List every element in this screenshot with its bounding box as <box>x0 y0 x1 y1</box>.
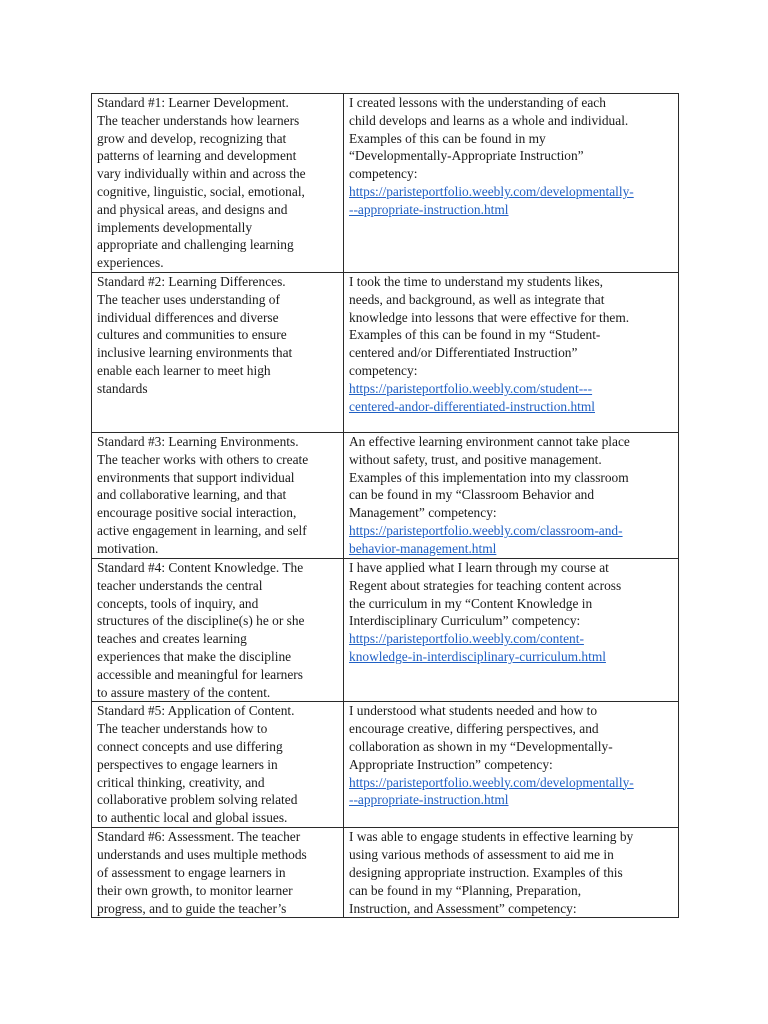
standard-text-line: The teacher understands how learners <box>97 112 300 128</box>
standard-cell <box>92 702 344 828</box>
reflection-cell <box>344 272 679 432</box>
standards-table <box>91 93 679 918</box>
standard-text-line: The teacher uses understanding of <box>97 291 280 307</box>
reflection-text-line: I created lessons with the understanding of each <box>349 95 606 110</box>
reflection-text-line: designing appropriate instruction. Examples of this <box>349 864 623 880</box>
standard-text-line: Standard #4: Content Knowledge. The <box>97 559 304 575</box>
standard-text-line: Standard #5: Application of Content. <box>97 703 295 719</box>
standard-text-line: critical thinking, creativity, and <box>97 774 265 790</box>
standard-text-line: active engagement in learning, and self <box>97 522 307 538</box>
reflection-text-line: “Developmentally-Appropriate Instruction” <box>349 148 584 164</box>
table-row <box>92 272 679 432</box>
portfolio-link[interactable]: centered-andor-differentiated-instruction.html <box>349 398 595 414</box>
standard-text-line: The teacher works with others to create <box>97 451 309 467</box>
standard-text-line: vary individually within and across the <box>97 166 306 182</box>
standard-text-line: connect concepts and use differing <box>97 738 283 754</box>
reflection-text-line: Examples of this implementation into my classroom <box>349 469 629 485</box>
standard-text-line: cognitive, linguistic, social, emotional, <box>97 183 305 199</box>
reflection-text-line: An effective learning environment cannot take place <box>349 433 630 449</box>
reflection-text-line: Instruction, and Assessment” competency: <box>349 900 577 916</box>
standard-text-line: concepts, tools of inquiry, and <box>97 595 259 611</box>
reflection-text-line: Examples of this can be found in my <box>349 130 546 146</box>
reflection-text-line: I was able to engage students in effective learning by <box>349 829 634 845</box>
table-row <box>92 558 679 701</box>
standard-cell <box>92 828 344 918</box>
standard-text-line: their own growth, to monitor learner <box>97 882 293 898</box>
table-row <box>92 432 679 558</box>
standard-text-line: enable each learner to meet high <box>97 362 271 378</box>
standard-text-line: The teacher understands how to <box>97 721 268 737</box>
standard-text-line: Standard #6: Assessment. The teacher <box>97 829 301 845</box>
standard-text-line: understands and uses multiple methods <box>97 847 307 863</box>
reflection-text-line: using various methods of assessment to aid me in <box>349 847 614 863</box>
reflection-cell <box>344 94 679 273</box>
reflection-text-line: I have applied what I learn through my course at <box>349 559 609 575</box>
standard-text-line: cultures and communities to ensure <box>97 327 287 343</box>
reflection-cell <box>344 828 679 918</box>
standard-text-line: motivation. <box>97 540 159 556</box>
reflection-text-line: I understood what students needed and how to <box>349 703 598 719</box>
portfolio-link[interactable]: --appropriate-instruction.html <box>349 792 509 808</box>
standard-text-line: accessible and meaningful for learners <box>97 666 303 682</box>
standard-cell <box>92 558 344 701</box>
reflection-text-line: Management” competency: <box>349 505 497 521</box>
reflection-text-line: Regent about strategies for teaching content across <box>349 577 622 593</box>
portfolio-link[interactable]: knowledge-in-interdisciplinary-curriculum.html <box>349 648 606 664</box>
standard-text-line: structures of the discipline(s) he or she <box>97 613 305 629</box>
reflection-text-line: needs, and background, as well as integrate that <box>349 291 605 307</box>
portfolio-link[interactable]: https://paristeportfolio.weebly.com/developmentally- <box>349 183 634 199</box>
reflection-text-line: competency: <box>349 166 418 182</box>
standards-table-body <box>92 94 679 918</box>
standard-cell <box>92 272 344 432</box>
reflection-text-line: encourage creative, differing perspectives, and <box>349 721 599 737</box>
standard-text-line: experiences that make the discipline <box>97 648 292 664</box>
reflection-text-line: Examples of this can be found in my “Student- <box>349 327 601 343</box>
reflection-text-line: without safety, trust, and positive management. <box>349 451 602 467</box>
table-row <box>92 828 679 918</box>
reflection-text-line: competency: <box>349 362 418 378</box>
reflection-text-line: I took the time to understand my students likes, <box>349 273 604 289</box>
standard-text-line: Standard #2: Learning Differences. <box>97 273 286 289</box>
reflection-cell <box>344 558 679 701</box>
reflection-cell <box>344 702 679 828</box>
reflection-text-line: knowledge into lessons that were effective for them. <box>349 309 630 325</box>
standard-text-line: appropriate and challenging learning <box>97 237 294 253</box>
standard-text-line: teaches and creates learning <box>97 631 247 647</box>
standard-text-line: individual differences and diverse <box>97 309 279 325</box>
standard-cell <box>92 94 344 273</box>
standard-text-line: and collaborative learning, and that <box>97 487 287 503</box>
standard-text-line: inclusive learning environments that <box>97 345 293 361</box>
reflection-cell <box>344 432 679 558</box>
table-row <box>92 94 679 273</box>
portfolio-link[interactable]: https://paristeportfolio.weebly.com/developmentally- <box>349 774 634 790</box>
standard-text-line: experiences. <box>97 255 164 271</box>
standard-text-line: progress, and to guide the teacher’s <box>97 900 287 916</box>
reflection-text-line: child develops and learns as a whole and individual. <box>349 112 629 128</box>
standard-text-line: of assessment to engage learners in <box>97 864 286 880</box>
reflection-text-line: collaboration as shown in my “Developmentally- <box>349 738 613 754</box>
standard-text-line: patterns of learning and development <box>97 148 297 164</box>
standard-text-line: perspectives to engage learners in <box>97 756 278 772</box>
portfolio-link[interactable]: --appropriate-instruction.html <box>349 201 509 217</box>
portfolio-link[interactable]: https://paristeportfolio.weebly.com/content- <box>349 631 584 647</box>
standard-cell <box>92 432 344 558</box>
standard-text-line: teacher understands the central <box>97 577 263 593</box>
standard-text-line: environments that support individual <box>97 469 295 485</box>
portfolio-link[interactable]: https://paristeportfolio.weebly.com/student--- <box>349 380 593 396</box>
standard-text-line: implements developmentally <box>97 219 253 235</box>
standard-text-line: and physical areas, and designs and <box>97 201 288 217</box>
reflection-text-line: the curriculum in my “Content Knowledge in <box>349 595 593 611</box>
standard-text-line: to assure mastery of the content. <box>97 684 271 700</box>
table-row <box>92 702 679 828</box>
reflection-text-line: can be found in my “Planning, Preparation, <box>349 882 582 898</box>
standard-text-line: collaborative problem solving related <box>97 792 298 808</box>
standard-text-line: encourage positive social interaction, <box>97 505 297 521</box>
reflection-text-line: Appropriate Instruction” competency: <box>349 756 553 772</box>
standard-text-line: standards <box>97 380 148 396</box>
reflection-text-line: Interdisciplinary Curriculum” competency: <box>349 613 581 629</box>
portfolio-link[interactable]: behavior-management.html <box>349 540 497 556</box>
reflection-text-line: centered and/or Differentiated Instruction” <box>349 345 578 361</box>
standard-text-line: grow and develop, recognizing that <box>97 130 287 146</box>
standard-text-line: to authentic local and global issues. <box>97 810 288 826</box>
reflection-text-line: can be found in my “Classroom Behavior and <box>349 487 595 503</box>
standard-text-line: Standard #3: Learning Environments. <box>97 433 299 449</box>
portfolio-link[interactable]: https://paristeportfolio.weebly.com/classroom-and- <box>349 522 623 538</box>
standard-text-line: Standard #1: Learner Development. <box>97 95 289 110</box>
